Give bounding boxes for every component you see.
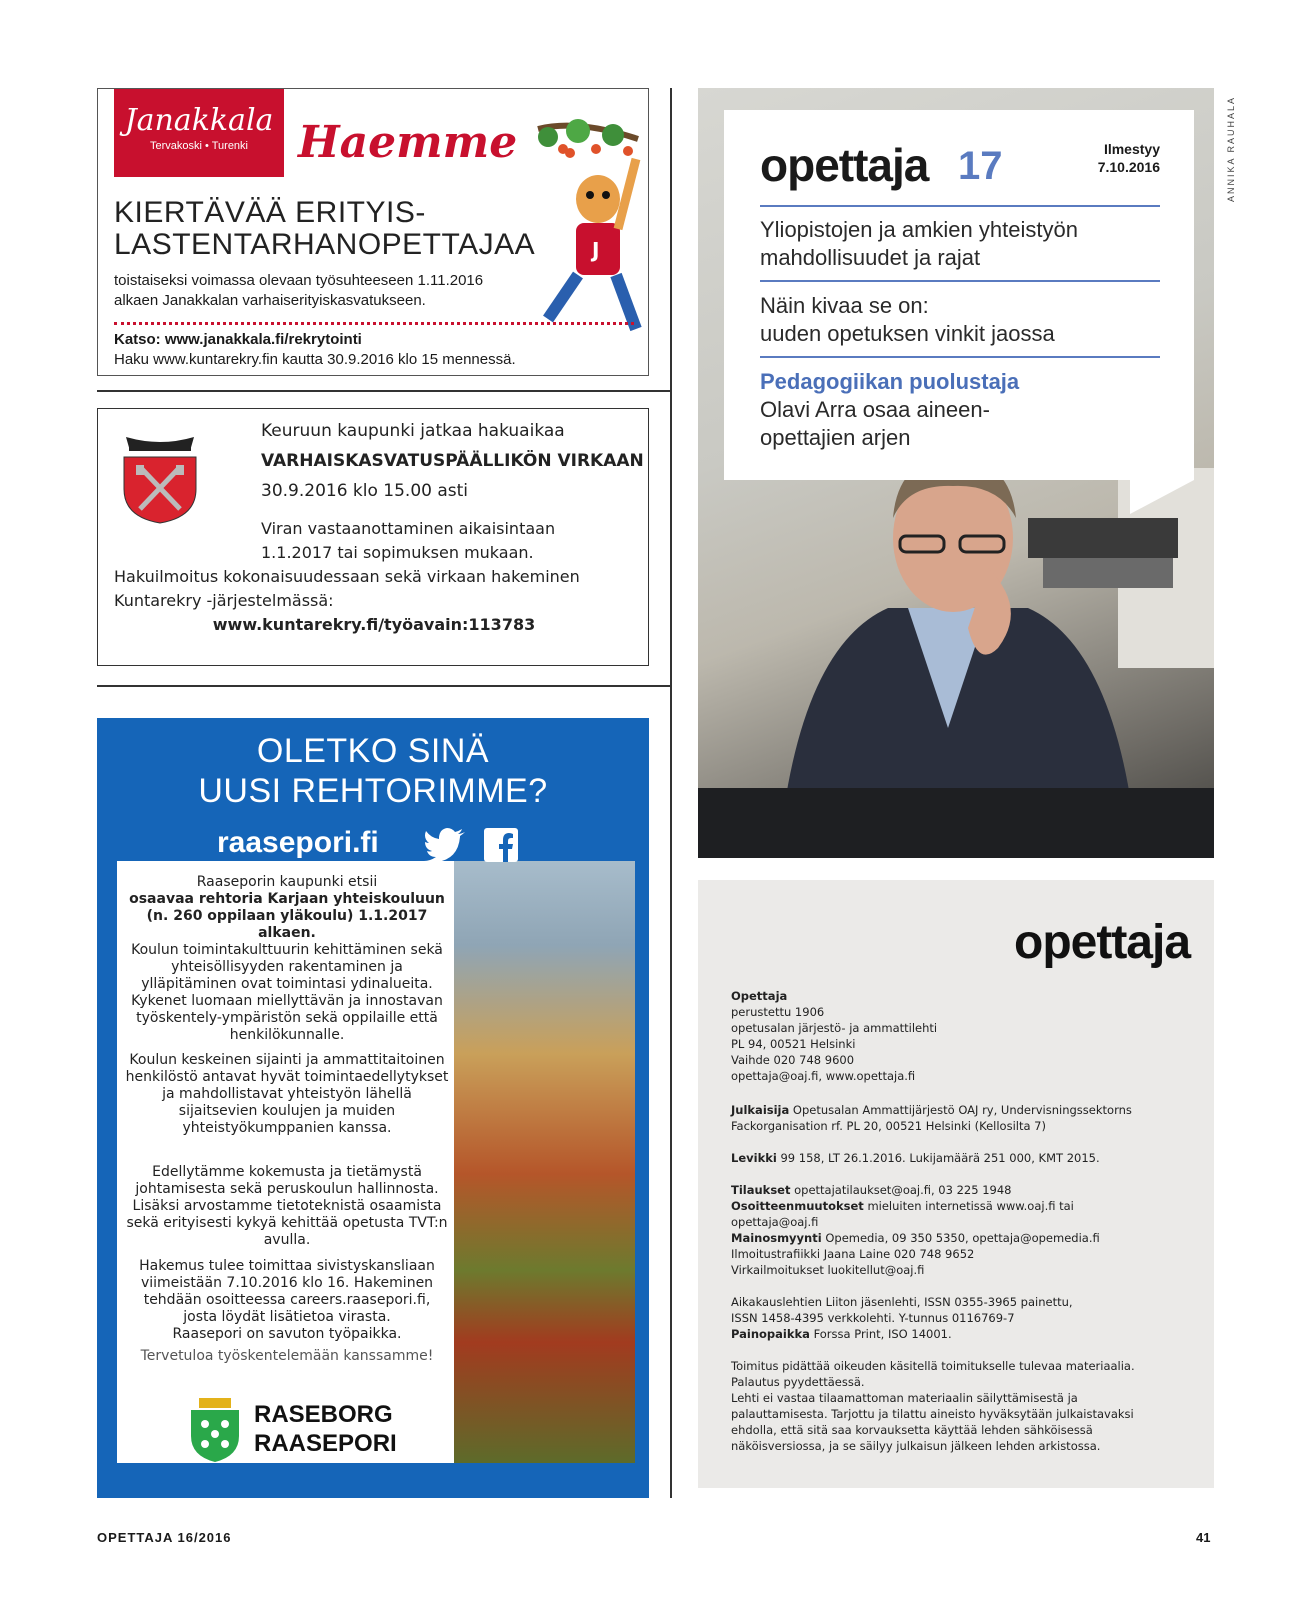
ad-heading: UUSI REHTORIMME? [198,772,548,810]
kuntarekry-link[interactable]: www.kuntarekry.fi/työavain:113783 [212,615,536,634]
twitter-icon[interactable] [424,828,466,862]
ad-paragraph: Raaseporin kaupunki etsii osaavaa rehtoria Karjaan yhteiskouluun (n. 260 oppilaan yläkoulu) 1.1.2017 alkaen. [129,874,445,941]
recruitment-link[interactable]: Katso: www.janakkala.fi/rekrytointi [114,331,362,348]
ad-info: Kuntarekry -järjestelmässä: [114,591,334,610]
logo-text: RASEBORG [254,1401,393,1428]
facebook-icon[interactable] [484,828,518,862]
application-deadline: Haku www.kuntarekry.fin kautta 30.9.2016 klo 15 mennessä. [114,351,516,368]
logo-text: RAASEPORI [254,1430,397,1457]
teaser-item: Yliopistojen ja amkien yhteistyön mahdollisuudet ja rajat [760,217,1078,270]
janakkala-logo-sub: Tervakoski • Turenki [150,140,248,152]
rule [760,205,1160,207]
raasepori-url[interactable]: raasepori.fi [217,826,379,859]
ad-heading: OLETKO SINÄ [256,732,490,770]
raseborg-shield-icon [189,1398,241,1462]
ad-separator [97,390,670,392]
ad-headline: Haemme [298,117,518,168]
careers-link[interactable]: tehdään osoitteessa careers.raasepori.fi, [143,1292,431,1308]
ad-paragraph: Koulun toimintakulttuurin kehittäminen sekä yhteisöllisyyden rakentaminen ja ylläpitäminen ovat toimintasi ydinalueita. Kykenet luomaan miellyttävän ja innostavan työskentely-ympäristön sekä oppilaille että henkilökunnalle. [131,942,443,1043]
teaser-item: Pedagogiikan puolustaja Olavi Arra osaa aineen- opettajien arjen [760,369,1020,450]
ad-title: KIERTÄVÄÄ ERITYIS- LASTENTARHANOPETTAJAA [114,196,536,261]
issue-footer: OPETTAJA 16/2016 [97,1530,232,1545]
rule [760,356,1160,358]
teaser-item: Näin kivaa se on: uuden opetuksen vinkit jaossa [760,293,1055,346]
janakkala-logo-name: Janakkala [124,103,274,138]
landscape-photo [454,861,635,1463]
issue-number: 17 [958,144,1003,188]
svg-text:J: J [592,238,600,262]
publisher-info: Opettaja perustettu 1906 opetusalan järjestö- ja ammattilehti PL 94, 00521 Helsinki Vaihde 020 748 9600 opettaja@oaj.fi, www.opettaja.fi [731,989,938,1083]
keuruu-job-ad [97,408,649,666]
ad-body: toistaiseksi voimassa olevaan työsuhteeseen 1.11.2016 alkaen Janakkalan varhaiserityiskasvatukseen. [114,272,484,309]
ad-paragraph: Edellytämme kokemusta ja tietämystä johtamisesta sekä peruskoulun hallinnosta. Lisäksi arvostamme tietoteknistä osaamista sekä erityisesti kykyä kehittää opetusta TVT:n avulla. [126,1164,448,1248]
mascot-illustration [518,119,648,339]
janakkala-logo [114,89,284,177]
ad-title: VARHAISKASVATUSPÄÄLLIKÖN VIRKAAN [261,451,644,471]
contact-info: Tilaukset opettajatilaukset@oaj.fi, 03 225 1948 Osoitteenmuutokset mieluiten internetissä www.oaj.fi tai opettaja@oaj.fi Mainosmyynti Opemedia, 09 350 5350, opettaja@opemedia.fi Ilmoitustrafiikki Jaana Laine 020 748 9652 Virkailmoitukset luokitellut@oaj.fi [731,1183,1100,1277]
dotted-divider [114,322,634,325]
release-date: Ilmestyy 7.10.2016 [1097,141,1160,175]
ad-separator [97,685,670,687]
raasepori-job-ad [97,718,649,1498]
janakkala-job-ad [97,88,649,376]
start-date-cont: 1.1.2017 tai sopimuksen mukaan. [261,543,534,562]
ad-closing: Tervetuloa työskentelemään kanssamme! [140,1348,434,1364]
julkaisija-info: Julkaisija Opetusalan Ammattijärjestö OAJ ry, Undervisningssektorns Fackorganisation rf. PL 20, 00521 Helsinki (Kellosilta 7) [731,1103,1132,1133]
ad-paragraph: Hakemus tulee toimittaa sivistyskansliaan viimeistään 7.10.2016 klo 16. Hakeminen tehdään osoitteessa careers.raasepori.fi, josta löydät lisätietoa virasta. Raasepori on savuton työpaikka. [117,1258,457,1343]
levikki-info: Levikki 99 158, LT 26.1.2016. Lukijamäärä 251 000, KMT 2015. [731,1151,1100,1165]
keuruu-coat-of-arms [122,429,198,525]
ad-info: Hakuilmoitus kokonaisuudessaan sekä virkaan hakeminen [114,567,580,586]
opettaja-logo: opettaja [760,139,929,191]
opettaja-logo: opettaja [1014,916,1191,969]
issn-info: Aikakauslehtien Liiton jäsenlehti, ISSN 0355-3965 painettu, ISSN 1458-4395 verkkolehti. Y-tunnus 0116769-7 Painopaikka Forssa Print, ISO 14001. [731,1295,1073,1341]
column-divider [670,88,672,1498]
page-number: 41 [1196,1530,1211,1545]
ad-paragraph: Koulun keskeinen sijainti ja ammattitaitoinen henkilöstö antavat hyvät toimintaedellytykset ja mahdollistavat yhteistyön lähellä sijaitsevien koulujen ja muiden yhteistyökumppanien kanssa. [125,1052,449,1136]
start-date: Viran vastaanottaminen aikaisintaan [261,519,556,538]
deadline: 30.9.2016 klo 15.00 asti [261,481,469,501]
disclaimer: Toimitus pidättää oikeuden käsitellä toimitukselle tulevaa materiaalia. Palautus pyydettäessä. Lehti ei vastaa tilaamattoman materiaalin säilyttämisestä ja palauttamisesta. Tarjottu ja tilattu aineisto hyväksytään julkaistavaksi ehdolla, että sitä saa korvauksetta käyttää lehden sähköisessä näköisversiossa, ja se säilyy julkaisun jälkeen lehden arkistossa. [731,1359,1135,1453]
speech-bubble-tail [1130,480,1194,514]
photo-credit: ANNIKA RAUHALA [1226,95,1236,202]
ad-intro: Keuruun kaupunki jatkaa hakuaikaa [261,421,565,441]
rule [760,280,1160,282]
